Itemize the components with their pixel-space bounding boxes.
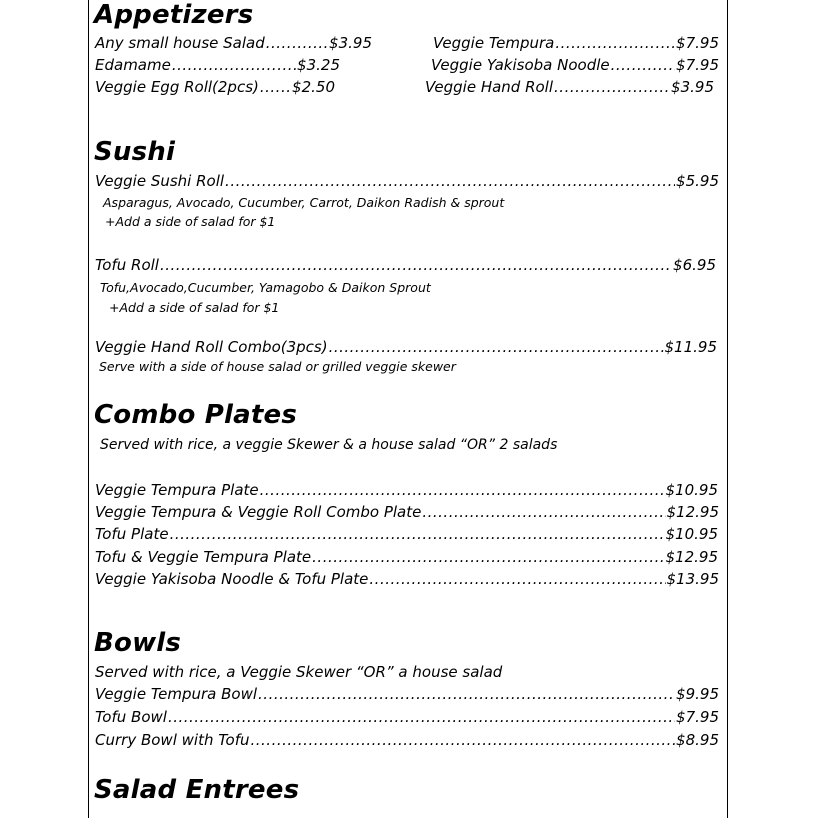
leader-dots bbox=[170, 525, 665, 543]
leader-dots bbox=[266, 34, 328, 52]
item-note: +Add a side of salad for $1 bbox=[109, 300, 280, 315]
menu-item bbox=[95, 172, 719, 190]
item-price: $11.95 bbox=[664, 338, 717, 356]
leader-dots bbox=[225, 172, 675, 190]
item-price: $10.95 bbox=[665, 525, 718, 543]
menu-item bbox=[95, 338, 717, 356]
item-description: Asparagus, Avocado, Cucumber, Carrot, Daikon Radish & sprout bbox=[103, 195, 505, 210]
item-price: $6.95 bbox=[673, 256, 716, 274]
menu-item bbox=[95, 708, 719, 726]
menu-item bbox=[425, 78, 714, 96]
item-price: $12.95 bbox=[666, 503, 719, 521]
menu-item bbox=[95, 503, 719, 521]
item-name: Tofu & Veggie Tempura Plate bbox=[95, 548, 312, 566]
item-price: $10.95 bbox=[665, 481, 718, 499]
sushi-heading: Sushi bbox=[94, 137, 176, 167]
item-name: Veggie Egg Roll(2pcs) bbox=[95, 78, 259, 96]
item-price: $13.95 bbox=[666, 570, 719, 588]
item-name: Tofu Plate bbox=[95, 525, 169, 543]
leader-dots bbox=[369, 570, 665, 588]
item-name: Veggie Yakisoba Noodle bbox=[431, 56, 610, 74]
menu-item bbox=[433, 34, 719, 52]
item-price: $12.95 bbox=[665, 548, 718, 566]
item-price: $3.95 bbox=[671, 78, 714, 96]
leader-dots bbox=[554, 78, 670, 96]
menu-item bbox=[95, 685, 719, 703]
item-name: Tofu Bowl bbox=[95, 708, 167, 726]
item-price: $7.95 bbox=[676, 34, 719, 52]
item-note: +Add a side of salad for $1 bbox=[105, 214, 276, 229]
item-name: Curry Bowl with Tofu bbox=[95, 731, 250, 749]
bowls-heading: Bowls bbox=[94, 628, 182, 658]
menu-item bbox=[95, 525, 718, 543]
item-price: $8.95 bbox=[676, 731, 719, 749]
menu-item bbox=[431, 56, 719, 74]
leader-dots bbox=[260, 481, 665, 499]
leader-dots bbox=[422, 503, 665, 521]
item-name: Veggie Tempura & Veggie Roll Combo Plate bbox=[95, 503, 422, 521]
item-name: Any small house Salad bbox=[95, 34, 265, 52]
item-description: Serve with a side of house salad or grilled veggie skewer bbox=[99, 359, 456, 374]
item-name: Veggie Tempura Bowl bbox=[95, 685, 258, 703]
menu-item bbox=[95, 570, 719, 588]
menu-item bbox=[95, 481, 718, 499]
item-name: Veggie Sushi Roll bbox=[95, 172, 225, 190]
item-name: Tofu Roll bbox=[95, 256, 159, 274]
leader-dots bbox=[329, 338, 664, 356]
menu-item bbox=[95, 78, 335, 96]
leader-dots bbox=[611, 56, 675, 74]
combo-plates-heading: Combo Plates bbox=[94, 400, 298, 430]
menu-item bbox=[95, 56, 340, 74]
appetizers-heading: Appetizers bbox=[94, 0, 254, 30]
item-name: Veggie Tempura bbox=[433, 34, 555, 52]
menu-item bbox=[95, 548, 718, 566]
item-price: $5.95 bbox=[676, 172, 719, 190]
item-price: $9.95 bbox=[676, 685, 719, 703]
item-price: $7.95 bbox=[676, 708, 719, 726]
leader-dots bbox=[258, 685, 675, 703]
item-name: Edamame bbox=[95, 56, 171, 74]
item-name: Veggie Hand Roll bbox=[425, 78, 554, 96]
section-subtitle: Served with rice, a Veggie Skewer “OR” a house salad bbox=[95, 663, 503, 681]
leader-dots bbox=[160, 256, 672, 274]
item-description: Tofu,Avocado,Cucumber, Yamagobo & Daikon Sprout bbox=[100, 280, 431, 295]
item-price: $7.95 bbox=[676, 56, 719, 74]
leader-dots bbox=[312, 548, 664, 566]
leader-dots bbox=[172, 56, 296, 74]
item-name: Veggie Yakisoba Noodle & Tofu Plate bbox=[95, 570, 369, 588]
leader-dots bbox=[555, 34, 675, 52]
leader-dots bbox=[251, 731, 676, 749]
item-name: Veggie Hand Roll Combo(3pcs) bbox=[95, 338, 328, 356]
item-price: $2.50 bbox=[292, 78, 335, 96]
leader-dots bbox=[260, 78, 291, 96]
item-price: $3.25 bbox=[297, 56, 340, 74]
menu-item bbox=[95, 34, 372, 52]
section-subtitle: Served with rice, a veggie Skewer & a house salad “OR” 2 salads bbox=[100, 437, 558, 453]
menu-item bbox=[95, 731, 719, 749]
menu-item bbox=[95, 256, 716, 274]
leader-dots bbox=[168, 708, 675, 726]
item-price: $3.95 bbox=[329, 34, 372, 52]
salad-entrees-heading: Salad Entrees bbox=[94, 775, 300, 805]
item-name: Veggie Tempura Plate bbox=[95, 481, 259, 499]
